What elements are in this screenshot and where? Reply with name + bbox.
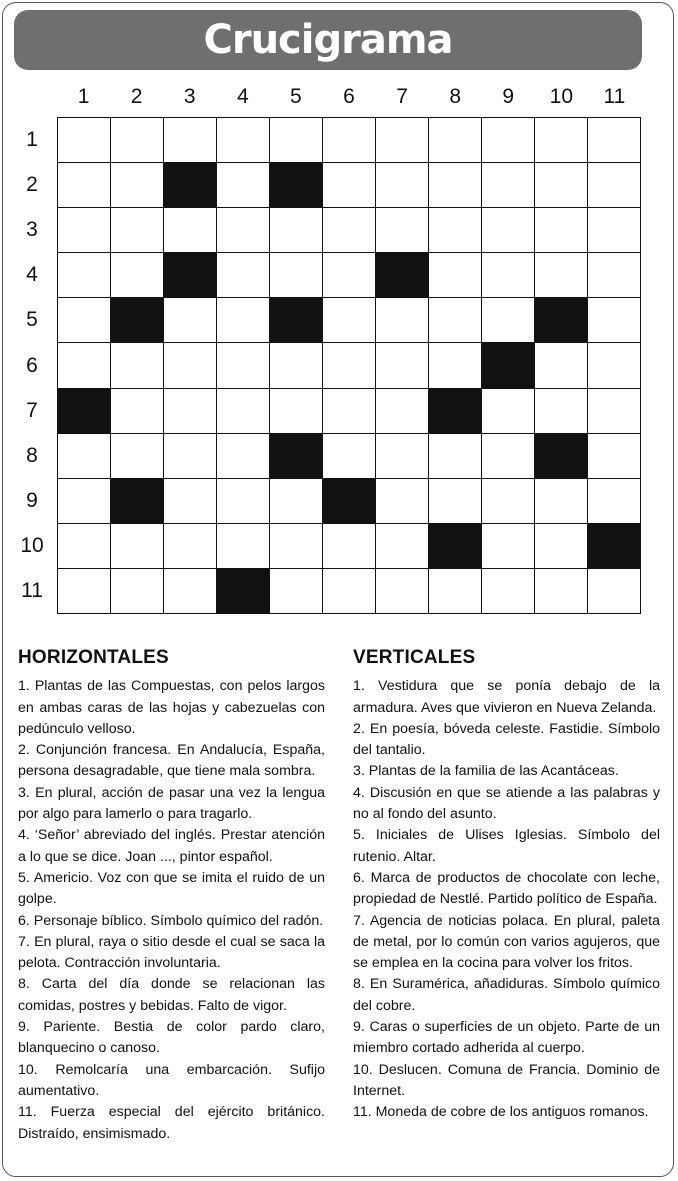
grid-cell[interactable] [163,117,217,163]
grid-cell[interactable] [163,297,217,343]
grid-cell[interactable] [587,162,641,208]
grid-cell[interactable] [57,297,111,343]
grid-cell[interactable] [110,117,164,163]
grid-cell[interactable] [322,523,376,569]
grid-cell[interactable] [428,568,482,614]
grid-cell[interactable] [481,297,535,343]
grid-cell[interactable] [57,568,111,614]
row-number: 11 [21,579,43,603]
grid-cell[interactable] [481,433,535,479]
grid-cell[interactable] [216,297,270,343]
grid-cell[interactable] [57,342,111,388]
grid-cell[interactable] [375,162,429,208]
column-number: 10 [549,85,574,108]
clue-across-10: 10. Remolcaría una embarcación. Sufijo aumentativo. [18,1061,325,1099]
clue-down-8: 8. En Suramérica, añadiduras. Símbolo químico del cobre. [353,976,660,1014]
grid-cell[interactable] [375,523,429,569]
grid-cell[interactable] [216,162,270,208]
grid-cell[interactable] [481,117,535,163]
grid-cell[interactable] [587,297,641,343]
grid-cell[interactable] [110,388,164,434]
clue-across-9: 9. Pariente. Bestia de color pardo claro, blanquecino o canoso. [18,1019,325,1057]
grid-cell[interactable] [375,342,429,388]
column-number: 6 [343,85,355,108]
column-number: 3 [183,85,196,108]
column-number: 5 [290,85,302,108]
black-cell [269,433,323,479]
title-banner [14,10,642,70]
clue-down-3: 3. Plantas de la familia de las Acantáceas. [353,763,619,780]
grid-cell[interactable] [110,252,164,298]
row-number: 5 [26,308,38,332]
black-cell [322,478,376,524]
grid-cell[interactable] [57,478,111,524]
grid-cell[interactable] [110,523,164,569]
black-cell [428,388,482,434]
grid-cell[interactable] [322,342,376,388]
clue-across-11: 11. Fuerza especial del ejército británico. Distraído, ensimismado. [18,1104,325,1142]
grid-cell[interactable] [163,342,217,388]
horizontales-section [18,647,325,1145]
black-cell [375,252,429,298]
black-cell [534,433,588,479]
grid-cell[interactable] [587,252,641,298]
grid-cell[interactable] [587,117,641,163]
clue-across-3: 3. En plural, acción de pasar una vez la lengua por algo para lamerlo o para tragarlo. [18,784,325,823]
grid-cell[interactable] [322,433,376,479]
grid-cell[interactable] [534,523,588,569]
grid-cell[interactable] [534,252,588,298]
grid-cell[interactable] [481,207,535,253]
clue-down-1: 1. Vestidura que se ponía debajo de la armadura. Aves que vivieron en Nueva Zelanda. [353,678,660,716]
grid-cell[interactable] [481,478,535,524]
grid-cell[interactable] [216,207,270,253]
grid-cell[interactable] [269,478,323,524]
grid-cell[interactable] [428,342,482,388]
grid-cell[interactable] [481,252,535,298]
column-number: 11 [603,85,626,108]
column-number: 2 [130,85,143,108]
grid-cell[interactable] [375,297,429,343]
grid-cell[interactable] [163,433,217,479]
grid-cell[interactable] [428,162,482,208]
grid-cell[interactable] [216,433,270,479]
black-cell [110,478,164,524]
row-number: 6 [26,353,38,377]
column-number: 7 [396,85,408,108]
row-number: 7 [26,398,38,422]
grid-cell[interactable] [110,568,164,614]
grid-cell[interactable] [481,162,535,208]
row-number: 1 [26,127,38,151]
grid-cell[interactable] [322,297,376,343]
grid-cell[interactable] [322,207,376,253]
grid-cell[interactable] [587,568,641,614]
grid-cell[interactable] [428,478,482,524]
grid-cell[interactable] [534,342,588,388]
black-cell [216,568,270,614]
column-number: 8 [449,85,461,108]
black-cell [57,388,111,434]
row-number: 8 [26,443,38,467]
grid-cell[interactable] [587,478,641,524]
clue-down-4: 4. Discusión en que se atiende a las palabras y no al fondo del asunto. [353,784,660,823]
grid-cell[interactable] [216,342,270,388]
clue-down-5: 5. Iniciales de Ulises Iglesias. Símbolo del rutenio. Altar. [353,827,660,865]
grid-cell[interactable] [269,207,323,253]
grid-cell[interactable] [216,252,270,298]
grid-cell[interactable] [57,162,111,208]
grid-cell[interactable] [322,117,376,163]
grid-cell[interactable] [269,252,323,298]
black-cell [428,523,482,569]
black-cell [587,523,641,569]
grid-cell[interactable] [269,388,323,434]
clue-down-6: 6. Marca de productos de chocolate con leche, propiedad de Nestlé. Partido político de España. [353,869,660,908]
grid-cell[interactable] [587,388,641,434]
grid-cell[interactable] [269,342,323,388]
grid-cell[interactable] [428,117,482,163]
verticales-section [353,647,660,1124]
grid-cell[interactable] [481,568,535,614]
row-number: 2 [26,172,38,196]
grid-cell[interactable] [481,523,535,569]
clue-down-9: 9. Caras o superficies de un objeto. Parte de un miembro cortado adherida al cuerpo. [353,1019,660,1057]
row-number: 3 [26,217,38,241]
grid-cell[interactable] [481,388,535,434]
grid-cell[interactable] [375,478,429,524]
clue-down-7: 7. Agencia de noticias polaca. En plural, paleta de metal, por lo común con varios agujeros, que se emplea en la cocina para volver los fritos. [353,912,660,972]
grid-cell[interactable] [216,478,270,524]
grid-cell[interactable] [322,162,376,208]
grid-cell[interactable] [587,433,641,479]
grid-cell[interactable] [534,162,588,208]
grid-cell[interactable] [534,568,588,614]
grid-cell[interactable] [375,207,429,253]
black-cell [534,297,588,343]
black-cell [269,297,323,343]
grid-cell[interactable] [163,523,217,569]
grid-cell[interactable] [57,207,111,253]
clue-across-8: 8. Carta del día donde se relacionan las comidas, postres y bebidas. Falto de vigor. [18,976,325,1014]
grid-cell[interactable] [587,342,641,388]
black-cell [110,297,164,343]
grid-cell[interactable] [322,252,376,298]
clue-across-2: 2. Conjunción francesa. En Andalucía, España, persona desagradable, que tiene mala sombra. [18,742,325,780]
grid-cell[interactable] [110,342,164,388]
grid-cell[interactable] [110,162,164,208]
clue-across-7: 7. En plural, raya o sitio desde el cual se saca la pelota. Contracción involuntaria. [18,933,325,972]
grid-cell[interactable] [110,207,164,253]
grid-cell[interactable] [163,388,217,434]
grid-cell[interactable] [534,388,588,434]
black-cell [269,162,323,208]
row-number: 10 [20,534,44,558]
grid-cell[interactable] [57,117,111,163]
grid-cell[interactable] [375,568,429,614]
grid-cell[interactable] [428,297,482,343]
grid-cell[interactable] [110,433,164,479]
grid-cell[interactable] [375,117,429,163]
grid-cell[interactable] [163,568,217,614]
grid-cell[interactable] [216,388,270,434]
clue-across-4: 4. ‘Señor’ abreviado del inglés. Prestar atención a lo que se dice. Joan ..., pintor español. [18,827,325,865]
clue-down-10: 10. Deslucen. Comuna de Francia. Dominio de Internet. [353,1061,660,1099]
grid-cell[interactable] [534,478,588,524]
grid-cell[interactable] [57,433,111,479]
clue-down-11: 11. Moneda de cobre de los antiguos romanos. [353,1104,649,1121]
grid-cell[interactable] [163,207,217,253]
clue-across-6: 6. Personaje bíblico. Símbolo químico del radón. [18,912,324,929]
row-number: 9 [26,489,38,513]
grid-cell[interactable] [57,252,111,298]
grid-cell[interactable] [322,388,376,434]
page-title: Crucigrama [203,17,453,63]
grid-cell[interactable] [587,207,641,253]
black-cell [481,342,535,388]
grid-cell[interactable] [269,523,323,569]
verticales-heading: VERTICALES [353,647,476,668]
grid-cell[interactable] [269,568,323,614]
crossword-grid [57,117,641,614]
grid-cell[interactable] [163,478,217,524]
column-number: 9 [502,85,515,108]
clue-across-1: 1. Plantas de las Compuestas, con pelos largos en ambas caras de las hojas y cabezuelas con pedúnculo velloso. [18,678,325,737]
grid-cell[interactable] [534,207,588,253]
grid-cell[interactable] [269,117,323,163]
grid-cell[interactable] [322,568,376,614]
black-cell [163,252,217,298]
clue-down-2: 2. En poesía, bóveda celeste. Fastidie. Símbolo del tantalio. [353,720,660,759]
grid-cell[interactable] [428,433,482,479]
grid-cell[interactable] [428,252,482,298]
horizontales-heading: HORIZONTALES [18,647,169,668]
grid-cell[interactable] [57,523,111,569]
column-number: 1 [77,85,90,108]
clue-across-5: 5. Americio. Voz con que se imita el ruido de un golpe. [18,869,325,908]
grid-cell[interactable] [216,523,270,569]
black-cell [163,162,217,208]
grid-cell[interactable] [428,207,482,253]
grid-cell[interactable] [216,117,270,163]
grid-cell[interactable] [534,117,588,163]
grid-cell[interactable] [375,388,429,434]
row-number: 4 [26,263,38,287]
column-number: 4 [236,85,249,108]
grid-cell[interactable] [375,433,429,479]
